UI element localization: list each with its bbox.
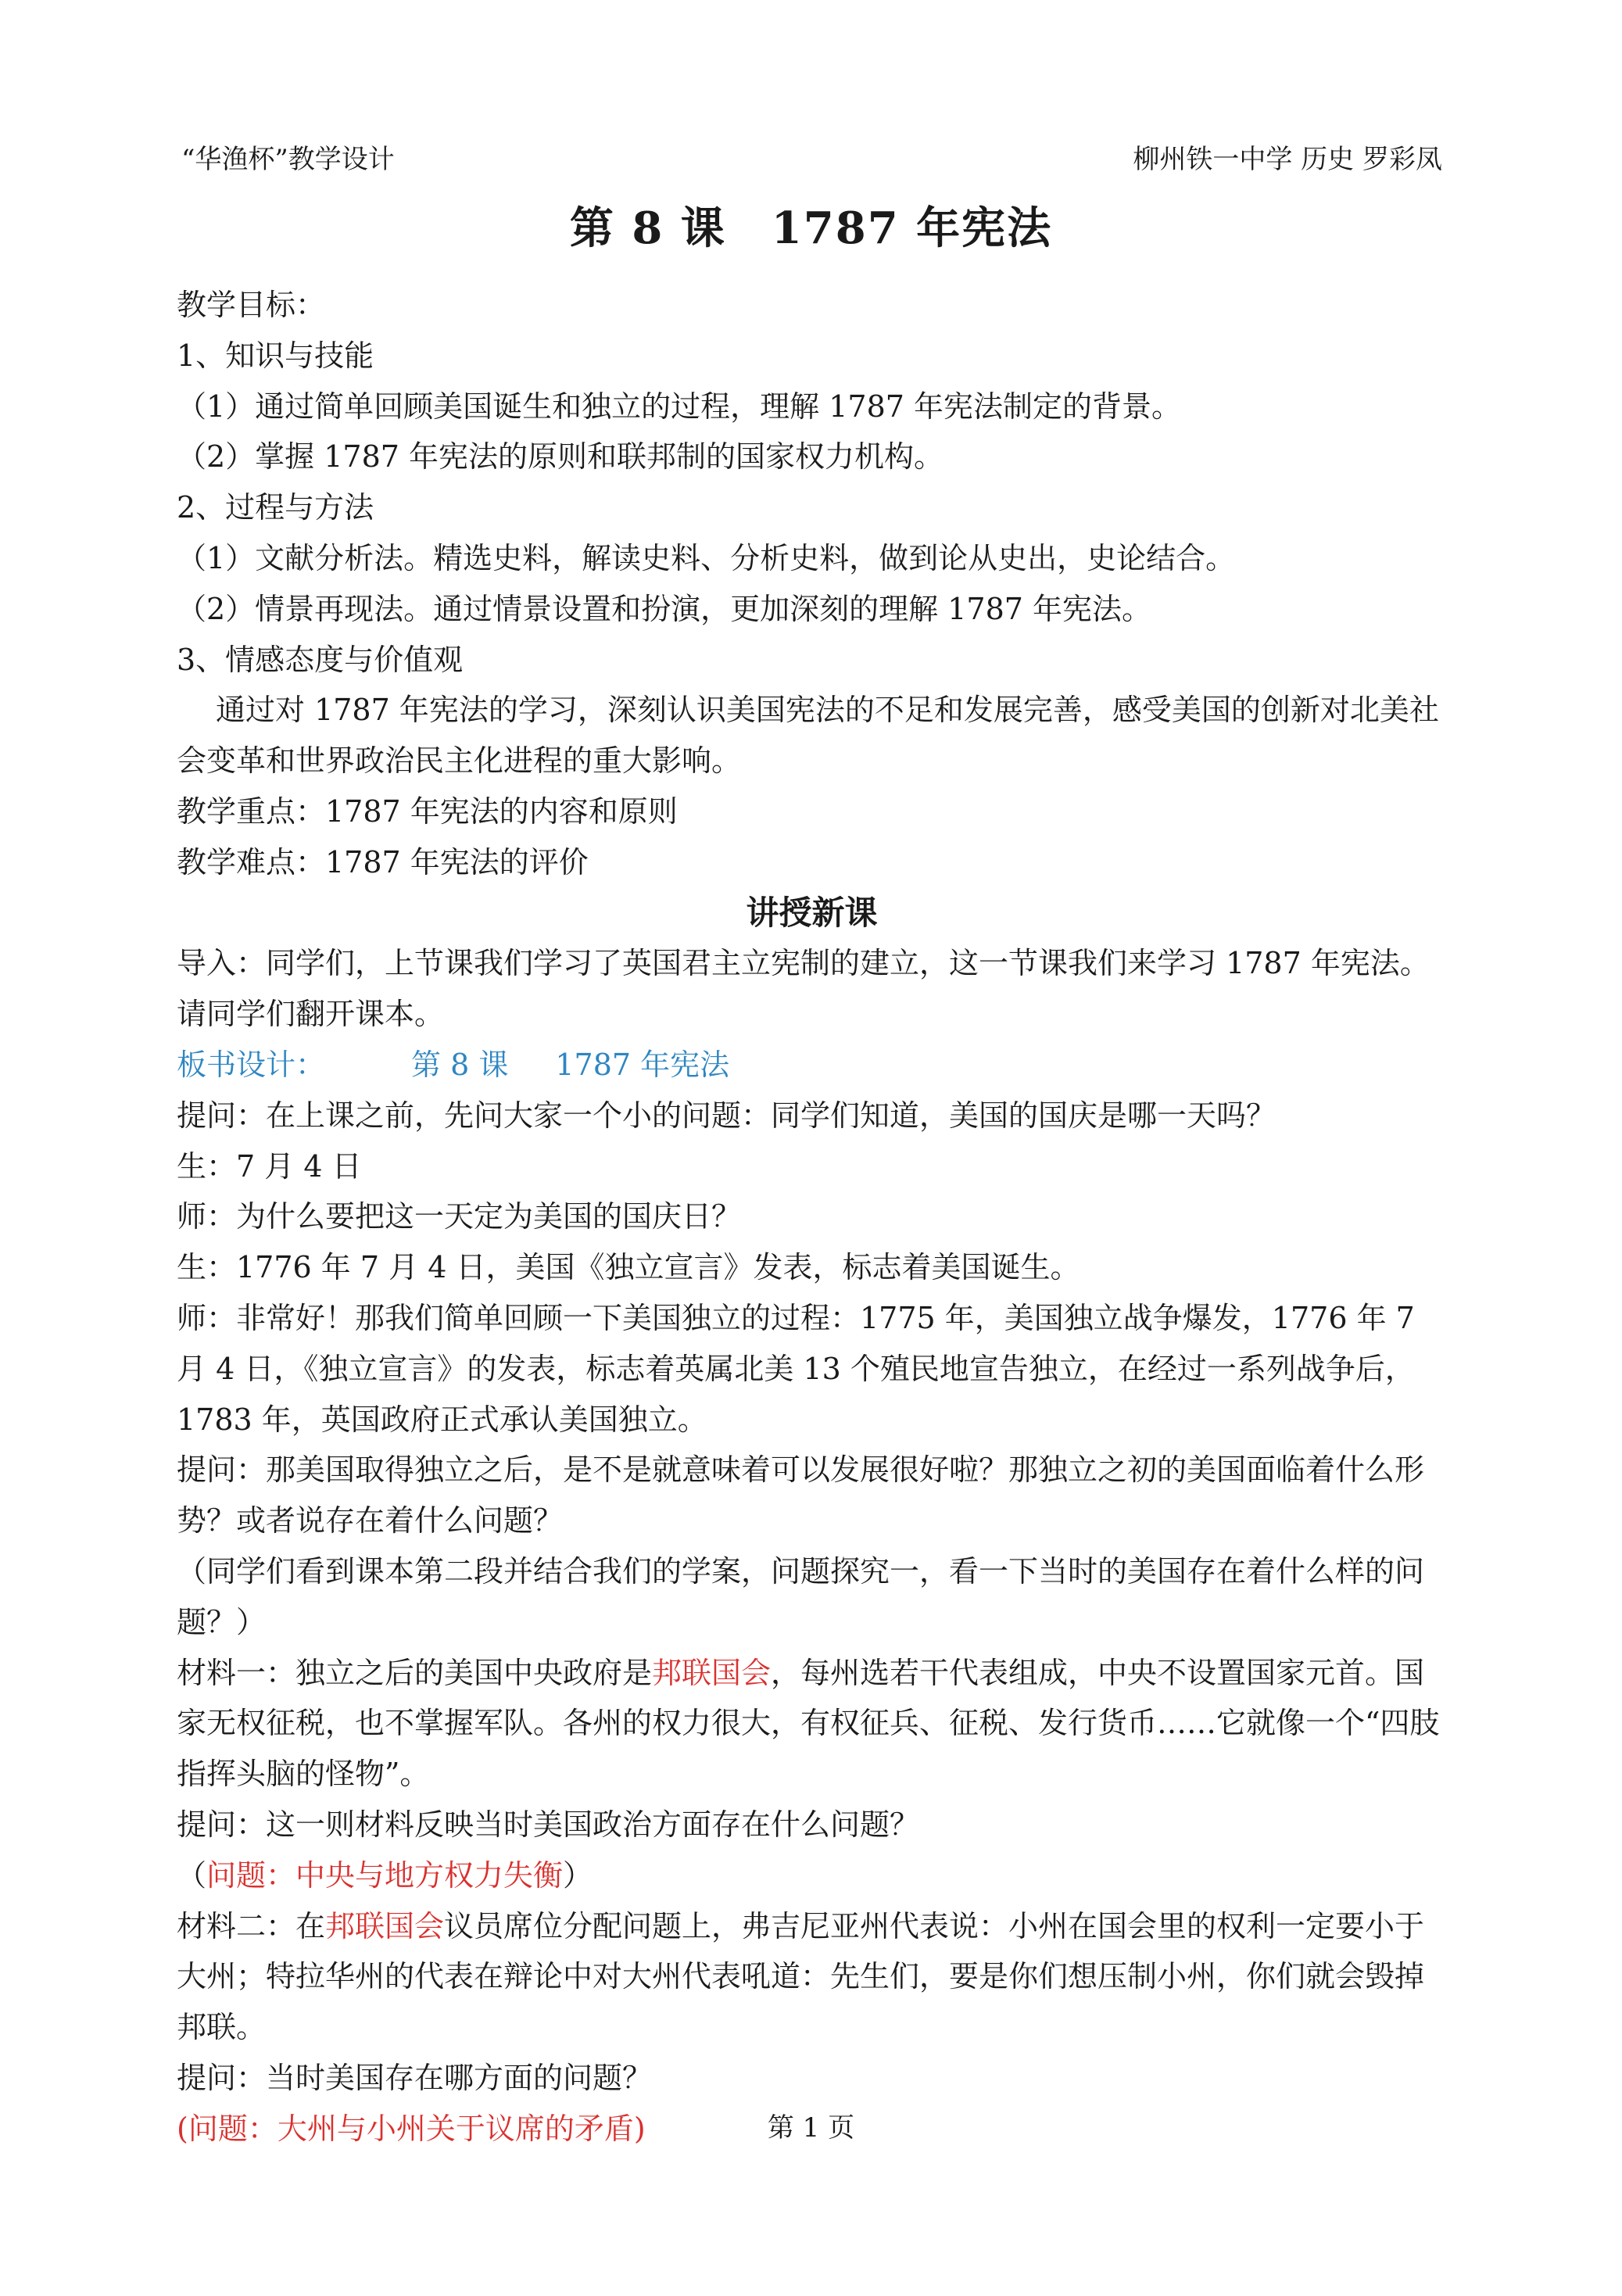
key-point: 教学重点：1787 年宪法的内容和原则 (177, 793, 678, 829)
material-1 (177, 1648, 1447, 1800)
knowledge-heading: 1、知识与技能 (177, 338, 374, 373)
material-2-highlight: 邦联国会 (325, 1908, 445, 1943)
material-2-question: 提问：当时美国存在哪方面的问题？ (177, 2060, 653, 2095)
knowledge-item-2: （2）掌握 1787 年宪法的原则和联邦制的国家权力机构。 (177, 439, 944, 475)
material-1-answer (177, 1850, 1447, 1901)
material-1-question: 提问：这一则材料反映当时美国政治方面存在什么问题？ (177, 1807, 920, 1842)
board-label: 板书设计： (177, 1047, 326, 1082)
teacher-question-1: 师：为什么要把这一天定为美国的国庆日？ (177, 1199, 742, 1234)
process-heading: 2、过程与方法 (177, 490, 374, 525)
material-1-prefix: 材料一：独立之后的美国中央政府是 (177, 1655, 653, 1690)
board-design (177, 1040, 1447, 1091)
difficulty: 教学难点：1787 年宪法的评价 (177, 844, 589, 879)
material-2-suffix: 议员席位分配问题上，弗吉尼亚州代表说：小州在国会里的权利一定要小于大州；特拉华州的代表在辩论中对大州代表吼道：先生们，要是你们想压制小州，你们就会毁掉邦联。 (177, 1908, 1425, 2045)
page-title: 第 8 课 1787 年宪法 (569, 202, 1053, 254)
material-2-answer-close: ) (633, 2111, 646, 2146)
intro-paragraph: 导入：同学们，上节课我们学习了英国君主立宪制的建立，这一节课我们来学习 1787 年宪法。请同学们翻开课本。 (177, 946, 1430, 1032)
material-1-suffix: ，每州选若干代表组成，中央不设置国家元首。国家无权征税，也不掌握军队。各州的权力很大，有权征兵、征税、发行货币……它就像一个“四肢指挥头脑的怪物”。 (177, 1655, 1440, 1792)
board-lesson: 第 8 课 (411, 1047, 509, 1082)
board-topic: 1787 年宪法 (555, 1047, 730, 1082)
student-answer-2: 生：1776 年 7 月 4 日，美国《独立宣言》发表，标志着美国诞生。 (177, 1250, 1080, 1285)
page-number: 第 1 页 (767, 2112, 855, 2144)
material-2-answer-text: 问题：大州与小州关于议席的矛盾 (188, 2111, 634, 2146)
objectives-heading: 教学目标： (177, 288, 326, 322)
document-body (177, 280, 1447, 2154)
header-right: 柳州铁一中学 历史 罗彩凤 (1133, 144, 1442, 175)
question-2: 提问：那美国取得独立之后，是不是就意味着可以发展很好啦？那独立之初的美国面临着什么形势？或者说存在着什么问题？ (177, 1452, 1425, 1538)
material-2-prefix: 材料二：在 (177, 1908, 326, 1943)
instruction-note: （同学们看到课本第二段并结合我们的学案，问题探究一，看一下当时的美国存在着什么样的问题？） (177, 1553, 1425, 1639)
process-item-1: （1）文献分析法。精选史料，解读史料、分析史料，做到论从史出，史论结合。 (177, 540, 1236, 575)
material-1-answer-text: 问题：中央与地方权力失衡 (206, 1857, 564, 1893)
process-item-2: （2）情景再现法。通过情景设置和扮演，更加深刻的理解 1787 年宪法。 (177, 591, 1152, 626)
material-2 (177, 1901, 1447, 2053)
section-heading: 讲授新课 (746, 893, 878, 932)
knowledge-item-1: （1）通过简单回顾美国诞生和独立的过程，理解 1787 年宪法制定的背景。 (177, 389, 1182, 424)
emotion-heading: 3、情感态度与价值观 (177, 642, 464, 677)
teacher-review: 师：非常好！那我们简单回顾一下美国独立的过程：1775 年，美国独立战争爆发，1776 年 7 月 4 日，《独立宣言》的发表，标志着英属北美 13 个殖民地宣告独立，在经过一系列战争后，1783 年，英国政府正式承认美国独立。 (177, 1300, 1415, 1437)
material-1-answer-open: （ (177, 1857, 207, 1893)
header-left: “华渔杯”教学设计 (181, 144, 395, 175)
question-1: 提问：在上课之前，先问大家一个小的问题：同学们知道，美国的国庆是哪一天吗？ (177, 1098, 1276, 1133)
material-1-answer-close: ） (563, 1857, 593, 1893)
material-2-answer-open: ( (177, 2111, 188, 2146)
student-answer-1: 生：7 月 4 日 (177, 1148, 362, 1184)
material-1-highlight: 邦联国会 (652, 1655, 772, 1690)
emotion-text: 通过对 1787 年宪法的学习，深刻认识美国宪法的不足和发展完善，感受美国的创新对北美社会变革和世界政治民主化进程的重大影响。 (177, 693, 1439, 779)
